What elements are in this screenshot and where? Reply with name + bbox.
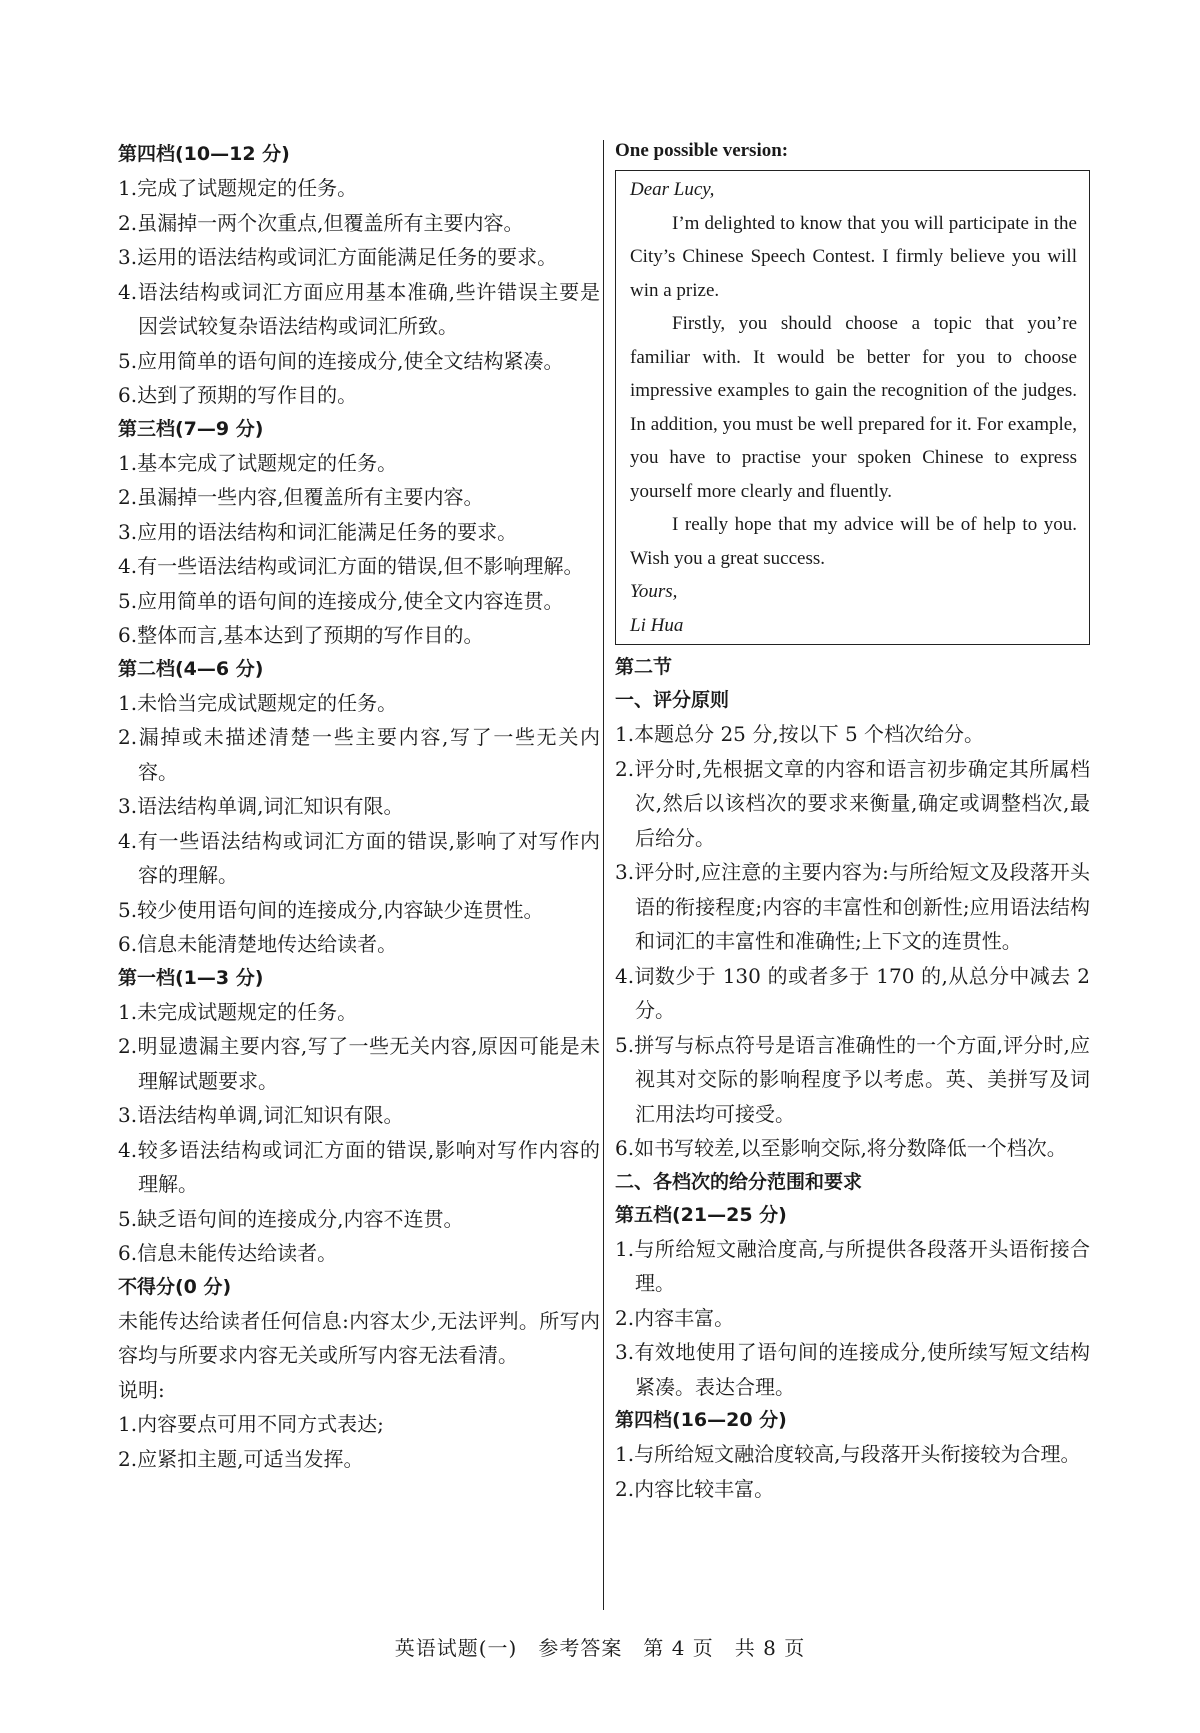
criterion-item: 6.信息未能传达给读者。 <box>118 1241 338 1265</box>
zero-score-text: 未能传达给读者任何信息:内容太少,无法评判。所写内容均与所要求内容无关或所写内容无法看清。 <box>118 1308 600 1367</box>
section-title: 第二节 <box>615 656 673 678</box>
letter-salutation: Dear Lucy, <box>630 179 715 200</box>
grade-section <box>118 138 600 413</box>
criterion-item: 3.语法结构单调,词汇知识有限。 <box>118 1103 404 1127</box>
column-divider <box>603 140 604 1610</box>
principle-item: 6.如书写较差,以至影响交际,将分数降低一个档次。 <box>615 1136 1067 1160</box>
criterion-item: 2.漏掉或未描述清楚一些主要内容,写了一些无关内容。 <box>118 725 600 784</box>
letter-paragraph: Firstly, you should choose a topic that you’re familiar with. It would be better for you to choose impressive examples to gain the recognition of the judges. In addition, you must be well prepared for it. For example, you have to practise your spoken Chinese to express yourself more clearly and fluently. <box>630 313 1077 502</box>
notes-item: 1.内容要点可用不同方式表达; <box>118 1412 384 1436</box>
criterion-item: 6.达到了预期的写作目的。 <box>118 383 358 407</box>
grade-section <box>118 962 600 1271</box>
criterion-item: 2.虽漏掉一些内容,但覆盖所有主要内容。 <box>118 485 484 509</box>
principles-heading: 一、评分原则 <box>615 689 730 711</box>
criterion-item: 5.应用简单的语句间的连接成分,使全文结构紧凑。 <box>118 348 564 373</box>
criterion-item: 3.应用的语法结构和词汇能满足任务的要求。 <box>118 519 518 544</box>
notes-section <box>118 1373 600 1477</box>
grade-heading: 第二档(4—6 分) <box>118 657 264 680</box>
letter-closing: Yours, <box>630 581 678 602</box>
grade-section <box>615 1199 1090 1405</box>
grade-heading: 第四档(10—12 分) <box>118 143 290 165</box>
criterion-item: 3.有效地使用了语句间的连接成分,使所续写短文结构紧凑。表达合理。 <box>615 1340 1090 1399</box>
notes-item: 2.应紧扣主题,可适当发挥。 <box>118 1446 364 1471</box>
zero-score-section <box>118 1271 600 1373</box>
criterion-item: 2.虽漏掉一两个次重点,但覆盖所有主要内容。 <box>118 210 524 235</box>
criterion-item: 3.语法结构单调,词汇知识有限。 <box>118 794 404 818</box>
letter-signature: Li Hua <box>630 614 684 636</box>
sample-letter-box <box>615 170 1090 645</box>
criterion-item: 1.未恰当完成试题规定的任务。 <box>118 690 398 715</box>
notes-heading: 说明: <box>118 1377 165 1402</box>
grade-heading: 第五档(21—25 分) <box>615 1203 787 1226</box>
right-column <box>615 138 1090 1506</box>
criterion-item: 4.较多语法结构或词汇方面的错误,影响对写作内容的理解。 <box>118 1137 600 1196</box>
left-grade-sections <box>118 138 600 1271</box>
letter-paragraph: I really hope that my advice will be of help to you. Wish you a great success. <box>630 514 1077 569</box>
criterion-item: 1.与所给短文融洽度较高,与段落开头衔接较为合理。 <box>615 1442 1081 1466</box>
grade-section <box>615 1404 1090 1506</box>
principle-item: 4.词数少于 130 的或者多于 170 的,从总分中减去 2 分。 <box>615 963 1090 1022</box>
left-column <box>118 138 600 1476</box>
letter-paragraph: I’m delighted to know that you will participate in the City’s Chinese Speech Contest. I firmly believe you will win a prize. <box>630 212 1077 301</box>
principles-list <box>615 717 1090 1166</box>
principle-item: 2.评分时,先根据文章的内容和语言初步确定其所属档次,然后以该档次的要求来衡量,确定或调整档次,最后给分。 <box>615 756 1090 850</box>
criterion-item: 1.与所给短文融洽度高,与所提供各段落开头语衔接合理。 <box>615 1236 1090 1295</box>
criterion-item: 3.运用的语法结构或词汇方面能满足任务的要求。 <box>118 245 558 269</box>
criterion-item: 2.明显遗漏主要内容,写了一些无关内容,原因可能是未理解试题要求。 <box>118 1034 600 1093</box>
version-title: One possible version: <box>615 140 789 161</box>
grade-section <box>118 653 600 962</box>
criterion-item: 4.有一些语法结构或词汇方面的错误,影响了对写作内容的理解。 <box>118 828 600 887</box>
criterion-item: 2.内容丰富。 <box>615 1305 735 1330</box>
criterion-item: 1.未完成试题规定的任务。 <box>118 999 358 1024</box>
criterion-item: 6.整体而言,基本达到了预期的写作目的。 <box>118 623 484 647</box>
criterion-item: 4.有一些语法结构或词汇方面的错误,但不影响理解。 <box>118 554 584 578</box>
criterion-item: 5.较少使用语句间的连接成分,内容缺少连贯性。 <box>118 897 544 922</box>
criterion-item: 5.应用简单的语句间的连接成分,使全文内容连贯。 <box>118 588 564 613</box>
page-footer: 英语试题(一) 参考答案 第 4 页 共 8 页 <box>394 1636 806 1660</box>
criterion-item: 1.基本完成了试题规定的任务。 <box>118 450 398 475</box>
grade-heading: 第四档(16—20 分) <box>615 1409 787 1431</box>
zero-score-heading: 不得分(0 分) <box>118 1275 232 1298</box>
ranges-heading: 二、各档次的给分范围和要求 <box>615 1170 863 1193</box>
criterion-item: 6.信息未能清楚地传达给读者。 <box>118 932 398 956</box>
principle-item: 5.拼写与标点符号是语言准确性的一个方面,评分时,应视其对交际的影响程度予以考虑。英、美拼写及词汇用法均可接受。 <box>615 1032 1090 1126</box>
criterion-item: 4.语法结构或词汇方面应用基本准确,些许错误主要是因尝试较复杂语法结构或词汇所致。 <box>118 279 600 338</box>
right-tier-sections <box>615 1199 1090 1507</box>
criterion-item: 1.完成了试题规定的任务。 <box>118 176 358 200</box>
principle-item: 3.评分时,应注意的主要内容为:与所给短文及段落开头语的衔接程度;内容的丰富性和创新性;应用语法结构和词汇的丰富性和准确性;上下文的连贯性。 <box>615 860 1090 953</box>
grade-heading: 第一档(1—3 分) <box>118 966 264 989</box>
criterion-item: 5.缺乏语句间的连接成分,内容不连贯。 <box>118 1206 464 1231</box>
criterion-item: 2.内容比较丰富。 <box>615 1476 775 1501</box>
principle-item: 1.本题总分 25 分,按以下 5 个档次给分。 <box>615 722 985 746</box>
grade-heading: 第三档(7—9 分) <box>118 417 264 440</box>
grade-section <box>118 413 600 653</box>
